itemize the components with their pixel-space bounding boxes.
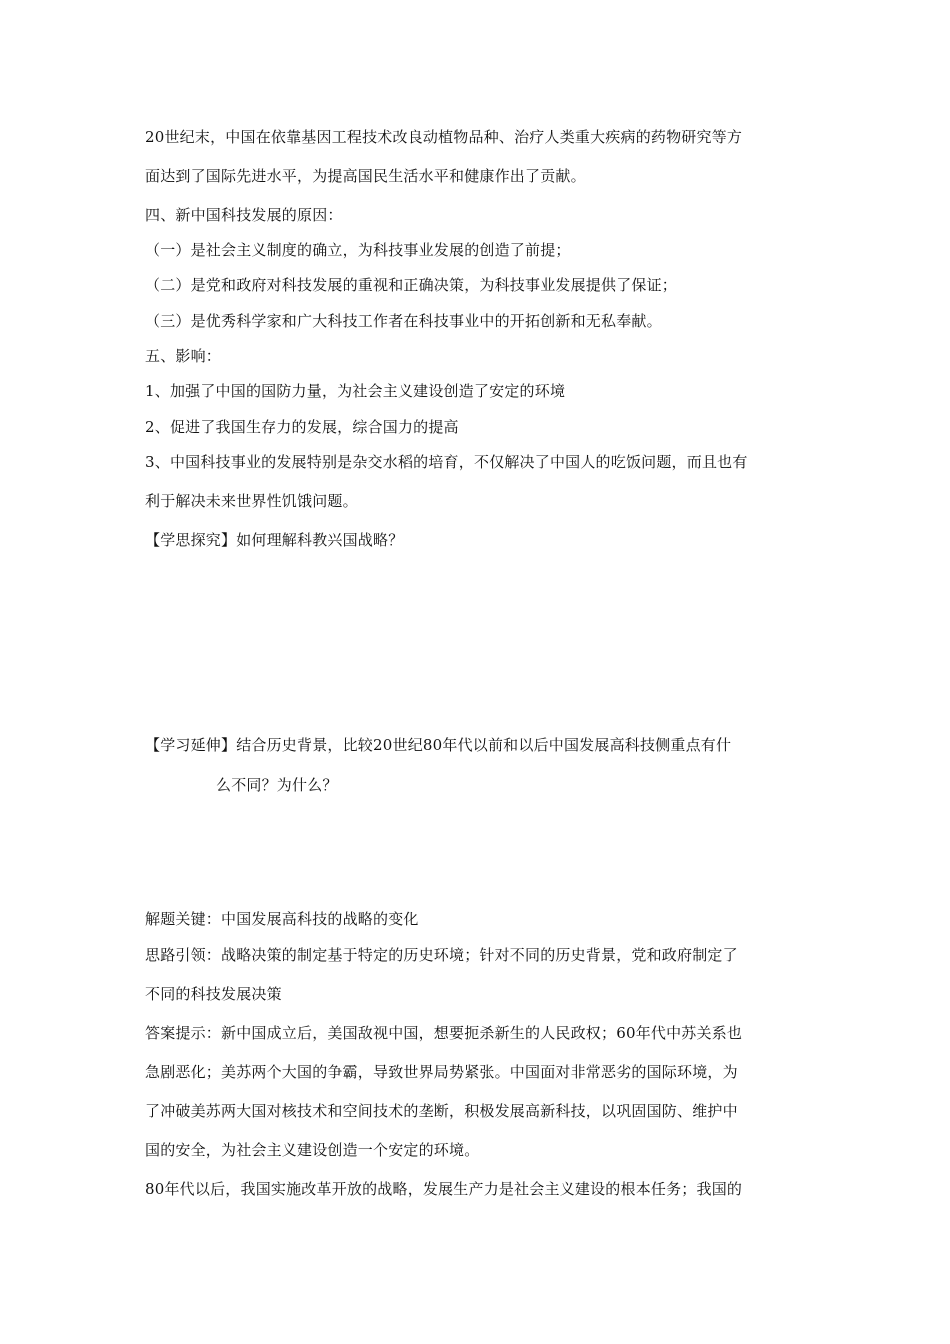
- question-heading: 【学习延伸】结合历史背景，比较20世纪80年代以前和以后中国发展高科技侧重点有什: [145, 736, 732, 754]
- paragraph-line: 急剧恶化；美苏两个大国的争霸，导致世界局势紧张。中国面对非常恶劣的国际环境，为: [145, 1063, 738, 1081]
- answer-prompt-line: 答案提示：新中国成立后，美国敌视中国，想要扼杀新生的人民政权；60年代中苏关系也: [145, 1024, 743, 1042]
- list-item: （二）是党和政府对科技发展的重视和正确决策，为科技事业发展提供了保证；: [145, 276, 678, 294]
- list-item: （一）是社会主义制度的确立，为科技事业发展的创造了前提；: [145, 241, 571, 259]
- section-heading: 五、影响：: [145, 347, 222, 365]
- list-item: 2、促进了我国生存力的发展，综合国力的提高: [145, 418, 459, 436]
- answer-hint-line: 思路引领：战略决策的制定基于特定的历史环境；针对不同的历史背景，党和政府制定了: [145, 946, 738, 964]
- paragraph-line: 国的安全，为社会主义建设创造一个安定的环境。: [145, 1141, 480, 1159]
- paragraph-line: 么不同？为什么？: [216, 776, 338, 794]
- paragraph-line: 80年代以后，我国实施改革开放的战略，发展生产力是社会主义建设的根本任务；我国的: [145, 1180, 743, 1198]
- list-item: 3、中国科技事业的发展特别是杂交水稻的培育，不仅解决了中国人的吃饭问题，而且也有: [145, 453, 748, 471]
- paragraph-line: 利于解决未来世界性饥饿问题。: [145, 492, 358, 510]
- list-item: （三）是优秀科学家和广大科技工作者在科技事业中的开拓创新和无私奉献。: [145, 312, 662, 330]
- paragraph-line: 了冲破美苏两大国对核技术和空间技术的垄断，积极发展高新科技，以巩固国防、维护中: [145, 1102, 738, 1120]
- list-item: 1、加强了中国的国防力量，为社会主义建设创造了安定的环境: [145, 382, 566, 400]
- section-heading: 四、新中国科技发展的原因：: [145, 206, 343, 224]
- paragraph-line: 面达到了国际先进水平，为提高国民生活水平和健康作出了贡献。: [145, 167, 586, 185]
- paragraph-line: 不同的科技发展决策: [145, 985, 282, 1003]
- question-heading: 【学思探究】如何理解科教兴国战略？: [145, 531, 404, 549]
- paragraph-line: 20世纪末，中国在依靠基因工程技术改良动植物品种、治疗人类重大疾病的药物研究等方: [145, 128, 743, 146]
- answer-key-line: 解题关键：中国发展高科技的战略的变化: [145, 910, 419, 928]
